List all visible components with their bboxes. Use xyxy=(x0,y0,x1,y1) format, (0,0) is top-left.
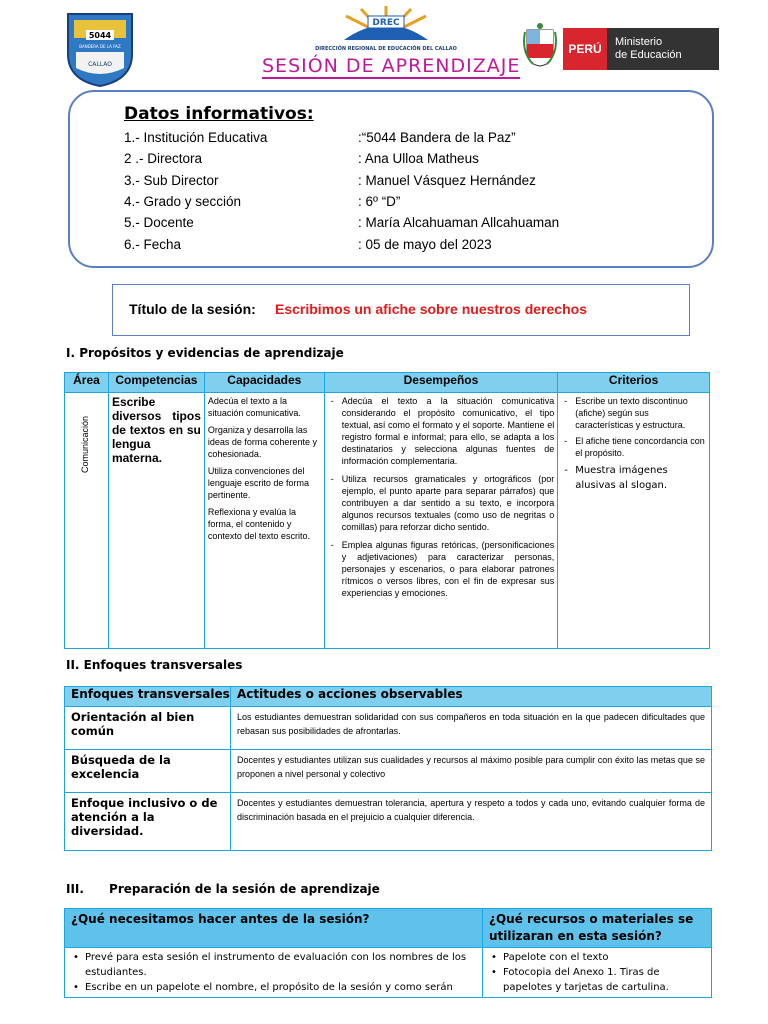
capacidad-item: Utiliza convenciones del lenguaje escrito de forma pertinente. xyxy=(207,466,309,500)
area-cell xyxy=(65,393,109,649)
datos-value: : Manuel Vásquez Hernández xyxy=(358,173,536,188)
competencias-cell xyxy=(108,393,204,649)
column-header: Capacidades xyxy=(204,373,324,393)
datos-row xyxy=(124,194,684,214)
enfoque-name: Búsqueda de la excelencia xyxy=(65,750,231,793)
desempeno-item: - Adecúa el texto a la situación comunicativa considerando el propósito comunicativo, el tipo textual, así como el formato y el soporte. Mantiene el registro formal e informal; para ello, se adapta a los destinatarios y selecciona algunas fuentes de información complementaria. xyxy=(328,395,555,467)
capacidad-item: Organiza y desarrolla las ideas de forma coherente y cohesionada. xyxy=(207,425,317,459)
column-header: Enfoques transversales xyxy=(65,687,231,707)
capacidad-item: Reflexiona y evalúa la forma, el contenido y contexto del texto escrito. xyxy=(207,507,310,541)
section-1-heading: I. Propósitos y evidencias de aprendizaje xyxy=(66,346,344,360)
minedu-name: Ministerio de Educación xyxy=(607,28,719,70)
datos-row xyxy=(124,130,684,150)
svg-text:CALLAO: CALLAO xyxy=(88,61,112,68)
enfoques-table xyxy=(64,686,712,851)
enfoque-desc: Docentes y estudiantes utilizan sus cualidades y recursos al máximo posible para cumplir con éxito las metas que se proponen a nivel personal y colectivo xyxy=(231,750,712,793)
svg-text:DREC: DREC xyxy=(372,18,400,28)
datos-label: 1.- Institución Educativa xyxy=(124,130,268,145)
session-title-value: Escribimos un afiche sobre nuestros derechos xyxy=(275,301,587,317)
datos-value: : Ana Ulloa Matheus xyxy=(358,151,479,166)
table-row xyxy=(65,793,712,851)
criterios-cell xyxy=(558,393,710,649)
criterio-item: - Muestra imágenes alusivas al slogan. xyxy=(561,463,706,493)
list-item: • Prevé para esta sesión el instrumento de evaluación con los nombres de los estudiantes. xyxy=(71,950,476,980)
datos-value: : 6º “D” xyxy=(358,194,401,209)
enfoque-desc: Docentes y estudiantes demuestran tolerancia, apertura y respeto a todos y cada uno, evitando cualquier forma de discriminación basada en el prejuicio a cualquier diferencia. xyxy=(231,793,712,851)
datos-row xyxy=(124,173,684,193)
column-header: Competencias xyxy=(108,373,204,393)
enfoque-name: Enfoque inclusivo o de atención a la diversidad. xyxy=(65,793,231,851)
column-header: ¿Qué necesitamos hacer antes de la sesión? xyxy=(65,909,483,948)
minedu-country-label: PERÚ xyxy=(563,28,607,70)
datos-label: 6.- Fecha xyxy=(124,237,182,252)
table-row xyxy=(65,707,712,750)
datos-label: 4.- Grado y sección xyxy=(124,194,242,209)
recursos-cell xyxy=(483,948,712,998)
table-row xyxy=(65,948,712,998)
column-header: Desempeños xyxy=(324,373,558,393)
svg-text:5044: 5044 xyxy=(88,31,112,40)
capacidades-cell xyxy=(204,393,324,649)
datos-label: 5.- Docente xyxy=(124,215,194,230)
section-2-heading: II. Enfoques transversales xyxy=(66,658,243,672)
competencia-text: Escribe diversos tipos de textos en su lengua materna. xyxy=(111,395,201,465)
session-title-label: Título de la sesión: xyxy=(129,301,256,317)
capacidad-item: Adecúa el texto a la situación comunicativa. xyxy=(207,396,301,418)
enfoque-desc: Los estudiantes demuestran solidaridad con sus compañeros en toda situación en la que padecen dificultades que rebasan sus posibilidades de afrontarlas. xyxy=(231,707,712,750)
table-header-row xyxy=(65,373,710,393)
session-title-box xyxy=(112,284,690,336)
desempeno-item: - Utiliza recursos gramaticales y ortográficos (por ejemplo, el punto aparte para separar párrafos) que contribuyen a dar sentido a su texto, e incorpora algunos recursos textuales (como uso de negritas o comillas) para reforzar dicho sentido. xyxy=(328,473,555,533)
area-label: Comunicación xyxy=(80,415,90,473)
enfoque-name: Orientación al bien común xyxy=(65,707,231,750)
preparacion-table xyxy=(64,908,712,998)
table-row xyxy=(65,393,710,649)
datos-row xyxy=(124,151,684,171)
datos-row xyxy=(124,215,684,235)
document-header xyxy=(0,0,768,90)
datos-value: :“5044 Bandera de la Paz” xyxy=(358,130,516,145)
datos-value: : 05 de mayo del 2023 xyxy=(358,237,492,252)
purposes-table xyxy=(64,372,710,649)
column-header: Criterios xyxy=(558,373,710,393)
desempeno-item: - Emplea algunas figuras retóricas, (personificaciones y adjetivaciones) para caracterizar personas, personajes y escenarios, o para elaborar patrones rítmicos o versos libres, con el fin de expresar sus experiencias y emociones. xyxy=(328,539,555,599)
page-title: SESIÓN DE APRENDIZAJE xyxy=(262,55,521,77)
list-item: • Papelote con el texto xyxy=(489,950,705,965)
peru-coat-of-arms-icon xyxy=(523,22,557,68)
list-item: • Escribe en un papelote el nombre, el propósito de la sesión y como serán xyxy=(71,980,476,995)
minedu-logo xyxy=(563,28,723,70)
criterio-item: - El afiche tiene concordancia con el propósito. xyxy=(561,435,706,459)
list-item: • Fotocopia del Anexo 1. Tiras de papelotes y tarjetas de cartulina. xyxy=(489,965,705,995)
svg-text:BANDERA DE LA PAZ: BANDERA DE LA PAZ xyxy=(79,44,121,49)
section-3-heading: III. Preparación de la sesión de aprendizaje xyxy=(66,882,380,896)
antes-cell xyxy=(65,948,483,998)
datos-row xyxy=(124,237,684,257)
datos-title: Datos informativos: xyxy=(124,104,314,124)
table-row xyxy=(65,750,712,793)
table-header-row xyxy=(65,909,712,948)
svg-text:DIRECCIÓN REGIONAL DE EDUCACIÓ: DIRECCIÓN REGIONAL DE EDUCACIÓN DEL CALLAO xyxy=(315,46,457,52)
criterio-item: - Escribe un texto discontinuo (afiche) según sus características y estructura. xyxy=(561,395,706,431)
datos-label: 2 .- Directora xyxy=(124,151,203,166)
column-header: Actitudes o acciones observables xyxy=(231,687,712,707)
table-header-row xyxy=(65,687,712,707)
school-crest-logo xyxy=(64,10,136,88)
desempenos-cell xyxy=(324,393,558,649)
column-header: ¿Qué recursos o materiales se utilizaran en esta sesión? xyxy=(483,909,712,948)
datos-label: 3.- Sub Director xyxy=(124,173,219,188)
datos-value: : María Alcahuaman Allcahuaman xyxy=(358,215,560,230)
column-header: Área xyxy=(65,373,109,393)
